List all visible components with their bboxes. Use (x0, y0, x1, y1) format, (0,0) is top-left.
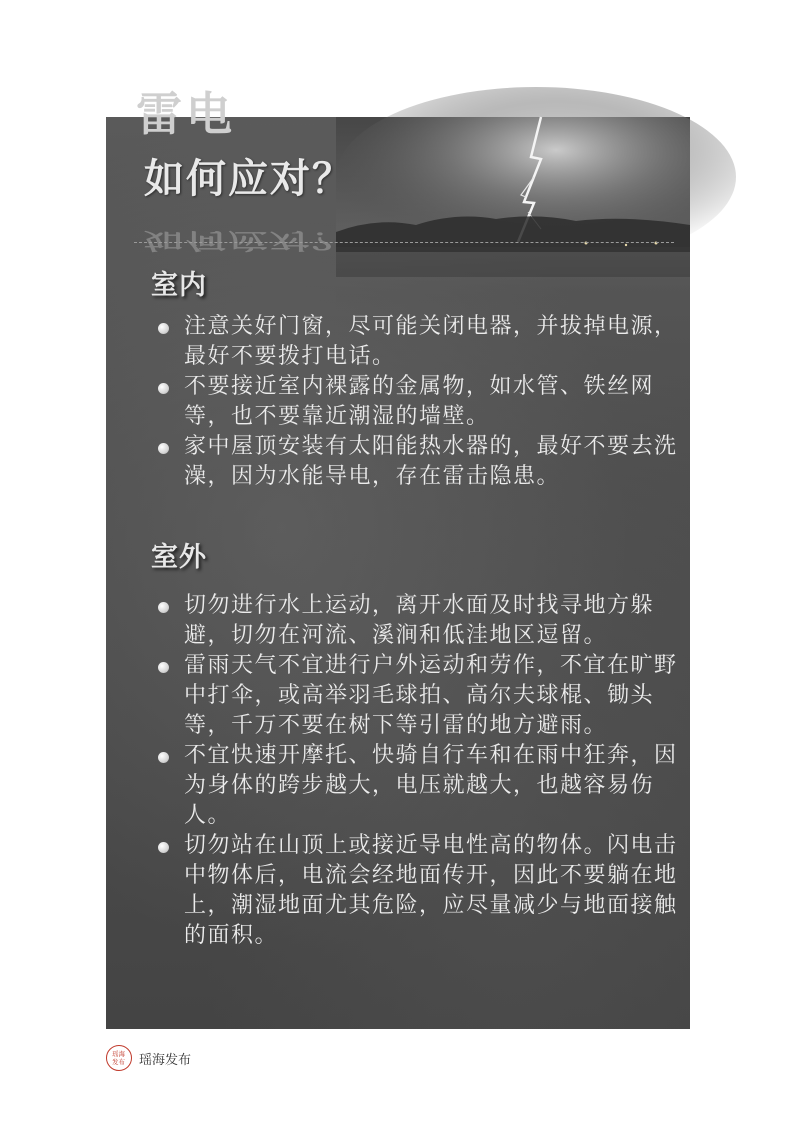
list-item: 家中屋顶安装有太阳能热水器的，最好不要去洗澡，因为水能导电，存在雷击隐患。 (158, 432, 678, 492)
list-item: 不要接近室内裸露的金属物，如水管、铁丝网等，也不要靠近潮湿的墙壁。 (158, 372, 678, 432)
list-item: 雷雨天气不宜进行户外运动和劳作，不宜在旷野中打伞，或高举羽毛球拍、高尔夫球棍、锄头等，千万不要在树下等引雷的地方避雨。 (158, 651, 678, 741)
bullet-dot-icon (158, 383, 169, 394)
list-item: 注意关好门窗，尽可能关闭电器，并拔掉电源，最好不要拨打电话。 (158, 312, 678, 372)
seal-logo-icon (106, 1045, 132, 1071)
footer-source (106, 1044, 191, 1072)
bullet-dot-icon (158, 323, 169, 334)
svg-text:发布: 发布 (112, 1058, 125, 1066)
bullet-dot-icon (158, 842, 169, 853)
section-heading-indoor: 室内 (151, 270, 207, 301)
outdoor-list (158, 591, 678, 951)
list-item: 切勿进行水上运动，离开水面及时找寻地方躲避，切勿在河流、溪涧和低洼地区逗留。 (158, 591, 678, 651)
source-label: 瑶海发布 (139, 1052, 192, 1068)
bullet-dot-icon (158, 752, 169, 763)
section-heading-outdoor: 室外 (151, 542, 207, 573)
list-item: 切勿站在山顶上或接近导电性高的物体。闪电击中物体后，电流会经地面传开，因此不要躺在地上，潮湿地面尤其危险，应尽量减少与地面接触的面积。 (158, 831, 678, 951)
svg-text:瑶海: 瑶海 (112, 1050, 125, 1058)
bullet-dot-icon (158, 662, 169, 673)
lightning-safety-poster (106, 87, 690, 1029)
list-item: 不宜快速开摩托、快骑自行车和在雨中狂奔，因为身体的跨步越大，电压就越大，也越容易伤人。 (158, 741, 678, 831)
poster-title-top: 雷电 (136, 87, 236, 141)
poster-title: 如何应对？ (144, 156, 354, 202)
bullet-dot-icon (158, 443, 169, 454)
poster-title-reflection: 如何应对？ (144, 227, 354, 253)
indoor-list (158, 312, 678, 492)
lightning-storm-image (336, 117, 690, 307)
bullet-dot-icon (158, 602, 169, 613)
dashed-divider (134, 242, 674, 243)
